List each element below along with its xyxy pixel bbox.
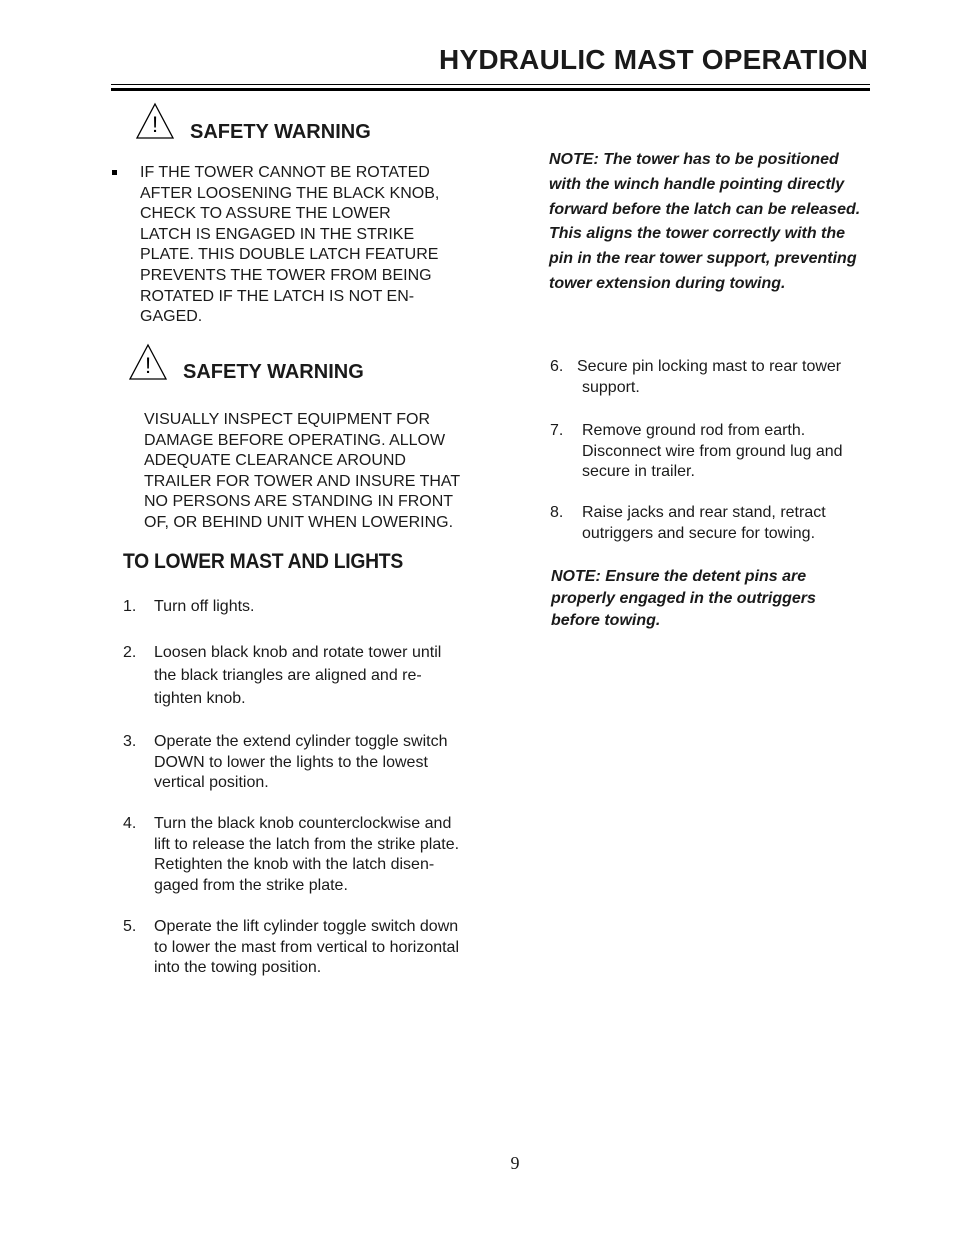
text-line: Operate the lift cylinder toggle switch down: [154, 918, 459, 935]
step-text: [154, 917, 459, 979]
warning2-text: [144, 410, 489, 534]
step-number: 2.: [123, 644, 137, 661]
step-text: [154, 814, 459, 896]
text-line: Disconnect wire from ground lug and: [582, 442, 843, 460]
step-number: 3.: [123, 733, 137, 750]
text-line: pin in the rear tower support, preventing: [549, 250, 857, 268]
page-title: HYDRAULIC MAST OPERATION: [439, 44, 868, 75]
bullet-square-icon: [112, 170, 117, 175]
note-tower-position: [549, 148, 894, 297]
text-line: DAMAGE BEFORE OPERATING. ALLOW: [144, 431, 446, 449]
text-line: CHECK TO ASSURE THE LOWER: [140, 205, 391, 223]
warning-triangle-icon: [128, 343, 168, 379]
step-text: [154, 732, 448, 794]
text-line: ADEQUATE CLEARANCE AROUND: [144, 452, 406, 470]
step-number: 6.: [550, 358, 564, 375]
text-line: vertical position.: [154, 774, 269, 792]
step-number: 8.: [550, 504, 564, 521]
text-line: gaged from the strike plate.: [154, 876, 348, 894]
step-text: [154, 597, 255, 618]
step-text: [582, 503, 826, 544]
text-line: forward before the latch can be released.: [549, 200, 861, 218]
note-detent-pins: [551, 566, 881, 631]
svg-text:!: !: [151, 112, 159, 137]
warning-bullet-text: [140, 163, 480, 328]
text-line: tower extension during towing.: [549, 274, 786, 292]
text-line: LATCH IS ENGAGED IN THE STRIKE: [140, 225, 415, 243]
text-line: outriggers and secure for towing.: [582, 524, 816, 542]
header-rule-thin: [111, 84, 870, 85]
text-line: OF, OR BEHIND UNIT WHEN LOWERING.: [144, 513, 454, 531]
step-text: [577, 357, 841, 398]
text-line: DOWN to lower the lights to the lowest: [154, 753, 428, 771]
text-line: Loosen black knob and rotate tower until: [154, 644, 442, 661]
step-number: 4.: [123, 815, 137, 832]
text-line: PLATE. THIS DOUBLE LATCH FEATURE: [140, 246, 439, 264]
text-line: VISUALLY INSPECT EQUIPMENT FOR: [144, 411, 430, 428]
step-number: 7.: [550, 422, 564, 439]
text-line: tighten knob.: [154, 690, 246, 707]
text-line: ROTATED IF THE LATCH IS NOT EN-: [140, 287, 415, 305]
section-heading: TO LOWER MAST AND LIGHTS: [123, 550, 403, 573]
text-line: lift to release the latch from the strike plate.: [154, 835, 460, 853]
text-line: Turn off lights.: [154, 598, 255, 615]
svg-text:!: !: [144, 353, 152, 378]
warning-triangle-icon: [135, 102, 175, 138]
text-line: Remove ground rod from earth.: [582, 422, 806, 439]
text-line: NOTE: The tower has to be positioned: [549, 151, 839, 168]
safety-warning-title-1: SAFETY WARNING: [190, 121, 371, 143]
step-text: [582, 421, 843, 483]
text-line: with the winch handle pointing directly: [549, 175, 845, 193]
page-number: 9: [510, 1153, 520, 1173]
text-line: Retighten the knob with the latch disen-: [154, 856, 435, 874]
text-line: AFTER LOOSENING THE BLACK KNOB,: [140, 184, 440, 202]
text-line: Turn the black knob counterclockwise and: [154, 815, 452, 832]
text-line: Raise jacks and rear stand, retract: [582, 504, 826, 521]
header-rule-thick: [111, 88, 870, 91]
text-line: before towing.: [551, 611, 661, 629]
step-number: 5.: [123, 918, 137, 935]
safety-warning-title-2: SAFETY WARNING: [183, 361, 364, 383]
text-line: Operate the extend cylinder toggle switch: [154, 733, 448, 750]
text-line: properly engaged in the outriggers: [551, 589, 816, 607]
step-number: 1.: [123, 598, 137, 615]
text-line: TRAILER FOR TOWER AND INSURE THAT: [144, 472, 461, 490]
text-line: to lower the mast from vertical to horizontal: [154, 938, 460, 956]
text-line: PREVENTS THE TOWER FROM BEING: [140, 266, 432, 284]
text-line: NO PERSONS ARE STANDING IN FRONT: [144, 493, 454, 511]
text-line: GAGED.: [140, 308, 203, 326]
text-line: This aligns the tower correctly with the: [549, 225, 846, 243]
text-line: IF THE TOWER CANNOT BE ROTATED: [140, 164, 430, 181]
text-line: secure in trailer.: [582, 463, 695, 481]
text-line: the black triangles are aligned and re-: [154, 667, 422, 684]
text-line: support.: [582, 378, 640, 396]
step-text: [154, 641, 441, 710]
text-line: NOTE: Ensure the detent pins are: [551, 568, 807, 585]
text-line: into the towing position.: [154, 959, 322, 977]
text-line: Secure pin locking mast to rear tower: [577, 358, 842, 375]
